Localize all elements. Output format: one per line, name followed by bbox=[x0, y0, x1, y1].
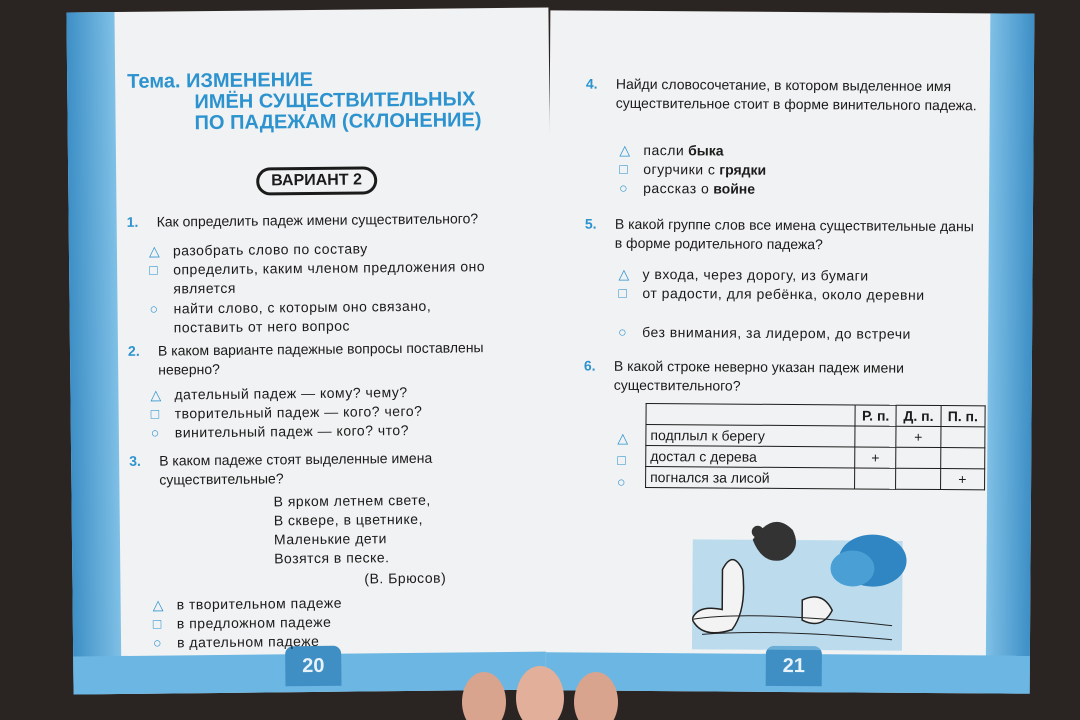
question-number: 4. bbox=[585, 75, 598, 92]
option-label: винительный падеж — кого? что? bbox=[174, 421, 410, 441]
option-label: разобрать слово по составу bbox=[172, 240, 368, 259]
table-cell-mark: + bbox=[940, 469, 985, 490]
option-label: без внимания, за лидером, до встречи bbox=[642, 323, 911, 342]
triangle-icon: △ bbox=[618, 265, 630, 282]
variant-badge: ВАРИАНТ 2 bbox=[256, 166, 377, 195]
question-5 bbox=[585, 215, 985, 258]
question-2 bbox=[128, 338, 508, 382]
table-cell-mark bbox=[896, 447, 940, 468]
circle-icon: ○ bbox=[150, 424, 160, 441]
row-symbol-square[interactable] bbox=[617, 451, 637, 470]
square-icon: □ bbox=[617, 451, 626, 468]
option-bold-word: грядки bbox=[719, 161, 767, 178]
table-cell-phrase: достал с дерева bbox=[646, 445, 855, 467]
right-page-edge-decoration bbox=[986, 13, 1035, 693]
table-cell-mark bbox=[940, 448, 985, 469]
option-circle[interactable] bbox=[151, 420, 545, 443]
option-label: пасли bbox=[643, 141, 685, 159]
option-label: в предложном падеже bbox=[176, 613, 332, 632]
table-row bbox=[646, 445, 985, 468]
option-square[interactable] bbox=[618, 284, 978, 306]
question-text: В каком варианте падежные вопросы поставлены неверно? bbox=[157, 339, 484, 378]
question-number: 5. bbox=[584, 215, 597, 232]
table-cell-mark: + bbox=[855, 447, 896, 468]
option-label: рассказ о bbox=[643, 179, 710, 197]
left-page-edge-decoration bbox=[66, 12, 121, 694]
option-label: дательный падеж — кому? чему? bbox=[174, 383, 408, 403]
case-table bbox=[645, 403, 986, 490]
option-label: от радости, для ребёнка, около деревни bbox=[642, 284, 925, 303]
square-icon: □ bbox=[150, 405, 160, 422]
triangle-icon: △ bbox=[148, 242, 160, 259]
table-header-cell bbox=[646, 403, 855, 425]
hand-fingers bbox=[462, 662, 622, 720]
table-cell-mark bbox=[855, 468, 896, 489]
right-page bbox=[546, 10, 1035, 693]
option-circle[interactable] bbox=[153, 630, 547, 653]
title-line-3: ПО ПАДЕЖАМ (СКЛОНЕНИЕ) bbox=[194, 109, 482, 135]
poem-line: Маленькие дети bbox=[273, 530, 387, 548]
option-bold-word: войне bbox=[713, 180, 756, 197]
row-symbol-triangle[interactable] bbox=[617, 429, 637, 448]
right-page-content bbox=[560, 18, 984, 649]
option-label: в дательном падеже bbox=[176, 632, 320, 651]
option-circle[interactable] bbox=[618, 323, 978, 345]
question-text: В каком падеже стоят выделенные имена существительные? bbox=[159, 449, 433, 488]
title-line-1: ИЗМЕНЕНИЕ bbox=[185, 68, 313, 93]
table-header-row bbox=[646, 403, 985, 426]
question-4 bbox=[586, 75, 986, 138]
table-row bbox=[646, 424, 985, 447]
option-triangle[interactable] bbox=[619, 141, 983, 163]
question-text: Найди словосочетание, в котором выделенное имя существительное стоит в форме винительного падежа. bbox=[615, 75, 977, 114]
option-bold-word: быка bbox=[688, 142, 724, 159]
table-header-cell: Д. п. bbox=[896, 405, 940, 426]
square-icon: □ bbox=[618, 284, 627, 301]
question-6 bbox=[584, 357, 984, 400]
poem-line: Возятся в песке. bbox=[274, 549, 390, 567]
question-text: В какой строке неверно указан падеж имени существительного? bbox=[613, 357, 904, 394]
question-number: 6. bbox=[583, 357, 596, 374]
circle-icon: ○ bbox=[617, 473, 626, 490]
option-square[interactable] bbox=[149, 257, 509, 299]
left-page-content bbox=[119, 16, 548, 650]
table-cell-mark bbox=[940, 427, 985, 448]
option-label: в творительном падеже bbox=[176, 594, 343, 613]
option-label: найти слово, с которым оно связано, поставить от него вопрос bbox=[173, 297, 432, 336]
page-number-left: 20 bbox=[285, 646, 341, 687]
poem-line: В сквере, в цветнике, bbox=[273, 510, 423, 529]
poem-author: (В. Брюсов) bbox=[364, 569, 447, 587]
table-cell-mark bbox=[855, 426, 896, 447]
poem-line: В ярком летнем свете, bbox=[273, 491, 431, 510]
table-cell-mark bbox=[896, 468, 940, 489]
title-line-2: ИМЁН СУЩЕСТВИТЕЛЬНЫХ bbox=[194, 88, 476, 114]
table-row bbox=[646, 466, 985, 489]
circle-icon: ○ bbox=[152, 634, 162, 651]
option-square[interactable] bbox=[619, 160, 983, 182]
poem bbox=[273, 491, 446, 590]
left-page bbox=[66, 7, 555, 694]
square-icon: □ bbox=[149, 261, 158, 278]
option-label: у входа, через дорогу, из бумаги bbox=[642, 265, 869, 284]
table-cell-phrase: погнался за лисой bbox=[646, 466, 855, 488]
page-number-right: 21 bbox=[766, 646, 822, 686]
circle-icon: ○ bbox=[618, 323, 627, 340]
question-number: 2. bbox=[127, 342, 140, 359]
topic-title bbox=[127, 68, 482, 135]
triangle-icon: △ bbox=[617, 429, 629, 446]
table-header-cell: П. п. bbox=[941, 406, 986, 427]
question-1 bbox=[126, 209, 537, 230]
title-prefix: Тема. bbox=[127, 70, 181, 93]
option-circle[interactable] bbox=[149, 296, 509, 338]
option-circle[interactable] bbox=[619, 179, 983, 201]
circle-icon: ○ bbox=[619, 179, 628, 196]
square-icon: □ bbox=[152, 615, 162, 632]
square-icon: □ bbox=[619, 160, 628, 177]
table-cell-phrase: подплыл к берегу bbox=[646, 424, 855, 446]
triangle-icon: △ bbox=[150, 386, 162, 403]
option-label: огурчики с bbox=[643, 160, 716, 178]
question-text: В какой группе слов все имена существительные даны в форме родительного падежа? bbox=[614, 215, 974, 253]
option-label: творительный падеж — кого? чего? bbox=[174, 402, 423, 422]
question-number: 3. bbox=[129, 452, 141, 469]
table-header-cell: Р. п. bbox=[855, 405, 896, 426]
table-cell-mark: + bbox=[896, 426, 940, 447]
question-text: Как определить падеж имени существительного? bbox=[156, 210, 479, 230]
triangle-icon: △ bbox=[619, 141, 631, 158]
illustration-birds-pond bbox=[692, 499, 913, 651]
option-label: определить, каким членом предложения оно является bbox=[173, 258, 486, 297]
option-triangle[interactable] bbox=[618, 265, 978, 287]
question-3 bbox=[129, 448, 509, 492]
question-number: 1. bbox=[126, 213, 139, 230]
triangle-icon: △ bbox=[152, 596, 164, 613]
row-symbol-circle[interactable] bbox=[617, 473, 637, 492]
circle-icon: ○ bbox=[149, 300, 159, 317]
